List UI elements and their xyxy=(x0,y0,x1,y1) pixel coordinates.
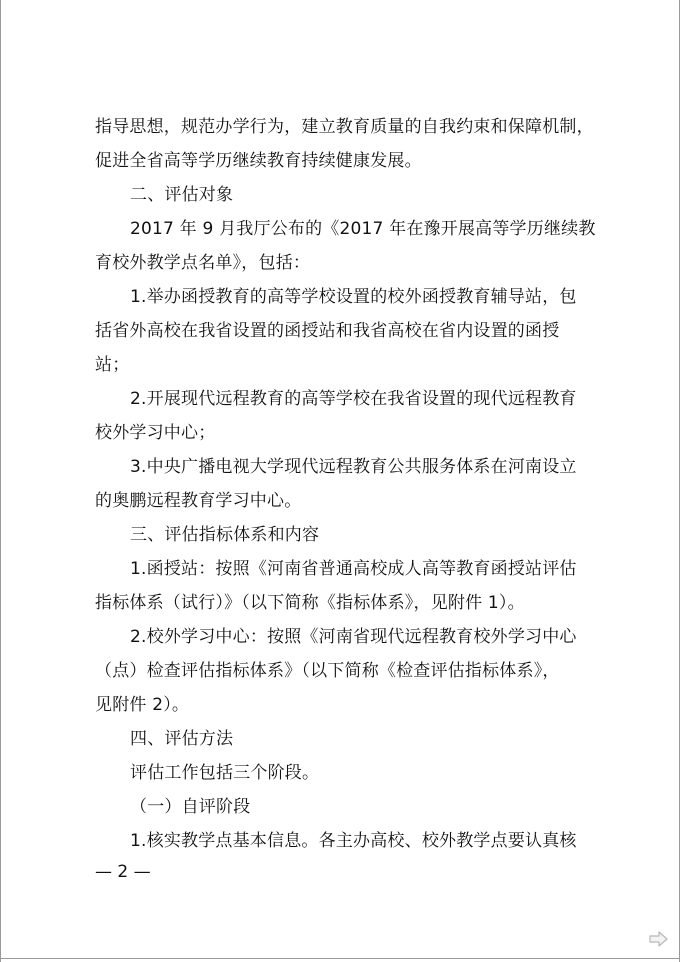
page-frame-left xyxy=(0,0,1,962)
page-frame-bottom xyxy=(0,958,680,959)
text-line-17: （点）检查评估指标体系》（以下简称《检查评估指标体系》， xyxy=(95,661,560,681)
text-line-20: 评估工作包括三个阶段。 xyxy=(130,763,320,783)
next-page-arrow-icon[interactable] xyxy=(648,930,670,948)
text-line-1: 指导思想，规范办学行为，建立教育质量的自我约束和保障机制， xyxy=(95,117,594,137)
text-line-4: 2017 年 9 月我厅公布的《2017 年在豫开展高等学历继续教 xyxy=(130,219,596,239)
text-line-15: 指标体系（试行）》（以下简称《指标体系》，见附件 1）。 xyxy=(95,593,525,613)
text-line-10: 校外学习中心； xyxy=(95,423,216,443)
text-line-7: 括省外高校在我省设置的函授站和我省高校在省内设置的函授 xyxy=(95,321,560,341)
text-line-8: 站； xyxy=(95,355,130,375)
section-heading-4: 四、评估方法 xyxy=(130,729,234,749)
subsection-heading-1: （一）自评阶段 xyxy=(130,797,251,817)
text-line-22: 1.核实教学点基本信息。各主办高校、校外教学点要认真核 xyxy=(130,831,577,851)
section-heading-3: 三、评估指标体系和内容 xyxy=(130,525,320,545)
text-line-5: 育校外教学点名单》，包括： xyxy=(95,253,311,273)
text-line-9: 2.开展现代远程教育的高等学校在我省设置的现代远程教育 xyxy=(130,389,577,409)
text-line-2: 促进全省高等学历继续教育持续健康发展。 xyxy=(95,151,422,171)
page-number: — 2 — xyxy=(95,862,151,882)
text-line-11: 3.中央广播电视大学现代远程教育公共服务体系在河南设立 xyxy=(130,457,577,477)
text-line-18: 见附件 2）。 xyxy=(95,695,190,715)
text-line-6: 1.举办函授教育的高等学校设置的校外函授教育辅导站，包 xyxy=(130,287,577,307)
section-heading-2: 二、评估对象 xyxy=(130,185,234,205)
text-line-16: 2.校外学习中心：按照《河南省现代远程教育校外学习中心 xyxy=(130,627,577,647)
text-line-14: 1.函授站：按照《河南省普通高校成人高等教育函授站评估 xyxy=(130,559,577,579)
text-line-12: 的奥鹏远程教育学习中心。 xyxy=(95,491,302,511)
